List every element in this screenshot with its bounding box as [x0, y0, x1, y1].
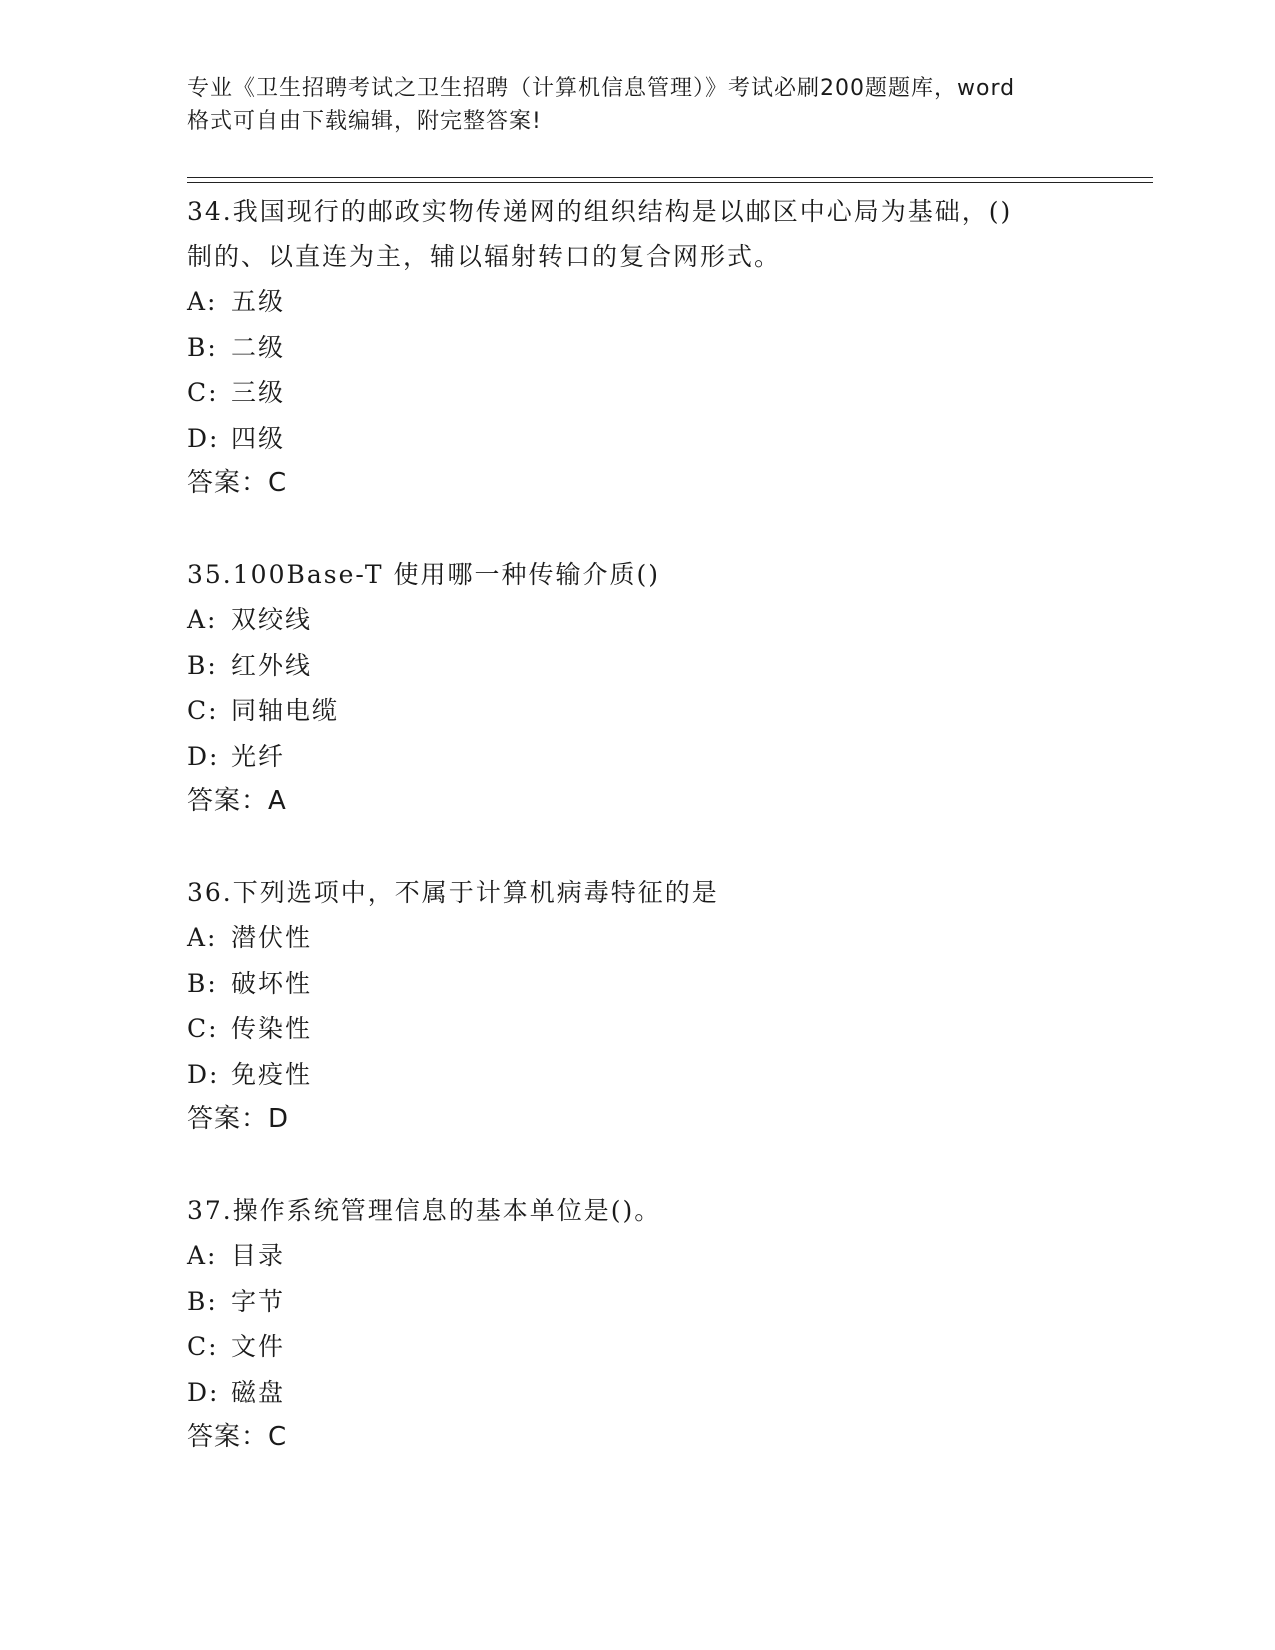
option-key: C:: [187, 1014, 219, 1043]
option-d: [187, 1370, 1087, 1416]
header-line-2: 格式可自由下载编辑，附完整答案!: [187, 109, 542, 134]
option-key: A:: [187, 605, 218, 634]
option-key: A:: [187, 287, 218, 316]
question-text-line: 34.我国现行的邮政实物传递网的组织结构是以邮区中心局为基础，(): [187, 197, 1013, 226]
question-text: [187, 189, 1087, 279]
question-text: [187, 870, 1087, 915]
option-key: D:: [187, 741, 220, 771]
answer: 答案：C: [187, 1422, 288, 1452]
option-text: 四级: [231, 423, 286, 453]
option-b: [187, 325, 1087, 371]
option-key: D:: [187, 1377, 220, 1407]
option-key: C:: [187, 378, 219, 407]
option-text: 磁盘: [231, 1377, 286, 1407]
option-a: [187, 597, 1087, 643]
question-34: [187, 189, 1087, 507]
option-c: [187, 688, 1087, 734]
question-text-line: 36.下列选项中，不属于计算机病毒特征的是: [187, 878, 719, 907]
option-a: [187, 915, 1087, 961]
option-c: [187, 370, 1087, 416]
option-key: C:: [187, 1332, 219, 1361]
option-key: C:: [187, 696, 219, 725]
header-divider-bottom: [187, 182, 1153, 183]
question-text-line: 35.100Base-T 使用哪一种传输介质(): [187, 560, 661, 589]
option-text: 字节: [231, 1286, 286, 1316]
question-text-line: 制的、以直连为主，辅以辐射转口的复合网形式。: [187, 242, 782, 271]
document-header: [187, 72, 1087, 138]
option-d: [187, 416, 1087, 462]
option-a: [187, 279, 1087, 325]
question-36: [187, 870, 1087, 1143]
header-line-1: 专业《卫生招聘考试之卫生招聘（计算机信息管理）》考试必刷200题题库，word: [187, 76, 1016, 101]
option-key: A:: [187, 1241, 218, 1270]
option-key: A:: [187, 923, 218, 952]
option-text: 破坏性: [231, 968, 313, 998]
option-text: 同轴电缆: [231, 696, 340, 725]
option-text: 红外线: [231, 650, 313, 680]
option-text: 双绞线: [231, 605, 313, 634]
option-c: [187, 1324, 1087, 1370]
option-a: [187, 1233, 1087, 1279]
option-b: [187, 961, 1087, 1007]
option-key: B:: [187, 968, 218, 998]
option-text: 目录: [231, 1241, 286, 1270]
option-text: 五级: [231, 287, 286, 316]
option-text: 二级: [231, 332, 286, 362]
option-text: 三级: [231, 378, 286, 407]
question-text: [187, 552, 1087, 597]
option-key: B:: [187, 1286, 218, 1316]
question-text-line: 37.操作系统管理信息的基本单位是()。: [187, 1196, 662, 1225]
question-37: [187, 1188, 1087, 1461]
answer: 答案：C: [187, 468, 288, 498]
option-d: [187, 734, 1087, 780]
option-key: D:: [187, 423, 220, 453]
option-text: 文件: [231, 1332, 286, 1361]
option-b: [187, 643, 1087, 689]
answer: 答案：D: [187, 1104, 290, 1134]
option-key: B:: [187, 650, 218, 680]
option-text: 潜伏性: [231, 923, 313, 952]
question-35: [187, 552, 1087, 825]
header-divider-top: [187, 177, 1153, 178]
option-d: [187, 1052, 1087, 1098]
option-key: D:: [187, 1059, 220, 1089]
option-text: 光纤: [231, 741, 286, 771]
option-key: B:: [187, 332, 218, 362]
option-text: 免疫性: [231, 1059, 313, 1089]
option-b: [187, 1279, 1087, 1325]
question-text: [187, 1188, 1087, 1233]
option-text: 传染性: [231, 1014, 313, 1043]
option-c: [187, 1006, 1087, 1052]
answer: 答案：A: [187, 786, 287, 816]
